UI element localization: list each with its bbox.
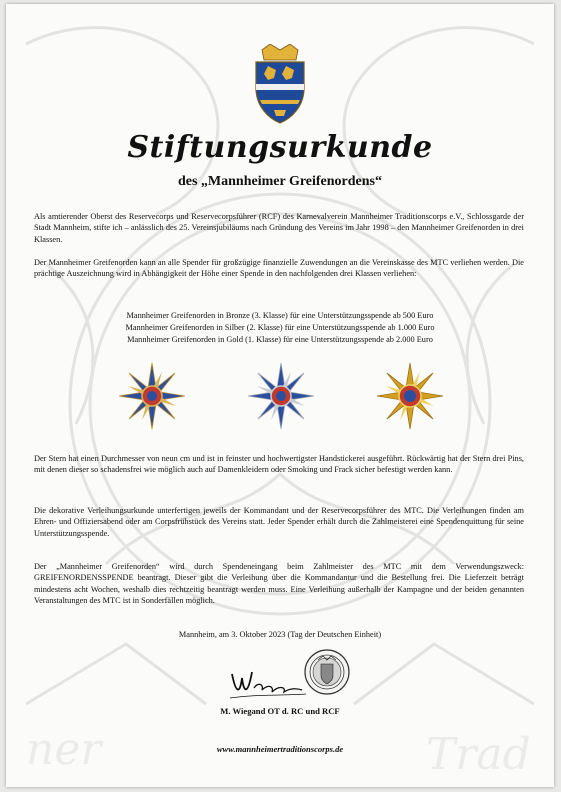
- class-bronze: Mannheimer Greifenorden in Bronze (3. Klasse) für eine Unterstützungsspende ab 500 Euro: [126, 311, 434, 320]
- signature-image: [228, 664, 308, 704]
- svg-text:Trad: Trad: [426, 729, 531, 780]
- class-list: [6, 310, 554, 346]
- signer-name: M. Wiegand OT d. RC und RCF: [220, 706, 340, 716]
- silver-medal-icon: [247, 362, 315, 430]
- bronze-medal-icon: [118, 362, 186, 430]
- paragraph-star: Der Stern hat einen Durchmesser von neun cm und ist in feinster und hochwertigster Handstickerei ausgeführt. Rückwärtig hat der Stern drei Pins, mit denen dieser so schadensfrei wie möglich auch auf Damenkleidern oder Smoking und Frack sicher befestigt werden kann.: [34, 454, 524, 475]
- date-line: Mannheim, am 3. Oktober 2023 (Tag der Deutschen Einheit): [178, 630, 382, 639]
- class-silver: Mannheimer Greifenorden in Silber (2. Klasse) für eine Unterstützungsspende ab 1.000 Euro: [125, 323, 435, 332]
- website-link[interactable]: www.mannheimertraditionscorps.de: [216, 744, 344, 754]
- subtitle: des „Mannheimer Greifenordens“: [177, 174, 383, 189]
- svg-text:ner: ner: [26, 724, 102, 775]
- paragraph-awarding: Der Mannheimer Greifenorden kann an alle Spender für großzügige finanzielle Zuwendungen an die Vereinskasse des MTC verliehen werden. Die prächtige Auszeichnung wird in Abhängigkeit der Höhe einer Spende in den nachfolgenden drei Klassen verliehen:: [34, 258, 524, 279]
- page-title: Stiftungsurkunde: [127, 130, 433, 165]
- paragraph-intro: Als amtierender Oberst des Reservecorps und Reservecorpsführer (RCF) des Karnevalverein Mannheimer Traditionscorps e.V., Schlossgarde der Stadt Mannheim, stifte ich – anlässlich des 25. Vereinsjubiläums nach Gründung des Vereins im Jahr 1998 – den Mannheimer Greifenorden in drei Klassen.: [34, 212, 524, 244]
- paragraph-certificate: Die dekorative Verleihungsurkunde unterfertigen jeweils der Kommandant und der Reservecorpsführer des MTC. Die Verleihungen finden am Ehren- und Offiziersabend oder am Corpsfrühstück des Vereins statt. Jeder Spender erhält durch die Zahlmeisterei eine Spendenquittung für seine Unterstützungsspende.: [34, 506, 524, 538]
- class-gold: Mannheimer Greifenorden in Gold (1. Klasse) für eine Unterstützungsspende ab 2.000 Euro: [127, 335, 433, 344]
- paragraph-application: Der „Mannheimer Greifenorden“ wird durch Spendeneingang beim Zahlmeister des MTC mit dem Verwendungszweck: GREIFENORDENSSPENDE beantragt. Dieser gibt die Verleihung über die Kommandantur und die Bestellung frei. Die Lieferzeit beträgt mindestens acht Wochen, weshalb dies rechtzeitig beantragt werden muss. Eine Verleihung außerhalb der Kampagne und der beiden genannten Veranstaltungen des MTC ist in Sonderfällen möglich.: [34, 562, 524, 605]
- gold-medal-icon: [376, 362, 444, 430]
- certificate-page: [6, 4, 554, 787]
- club-seal-icon: [304, 649, 350, 695]
- coat-of-arms-icon: [252, 44, 308, 124]
